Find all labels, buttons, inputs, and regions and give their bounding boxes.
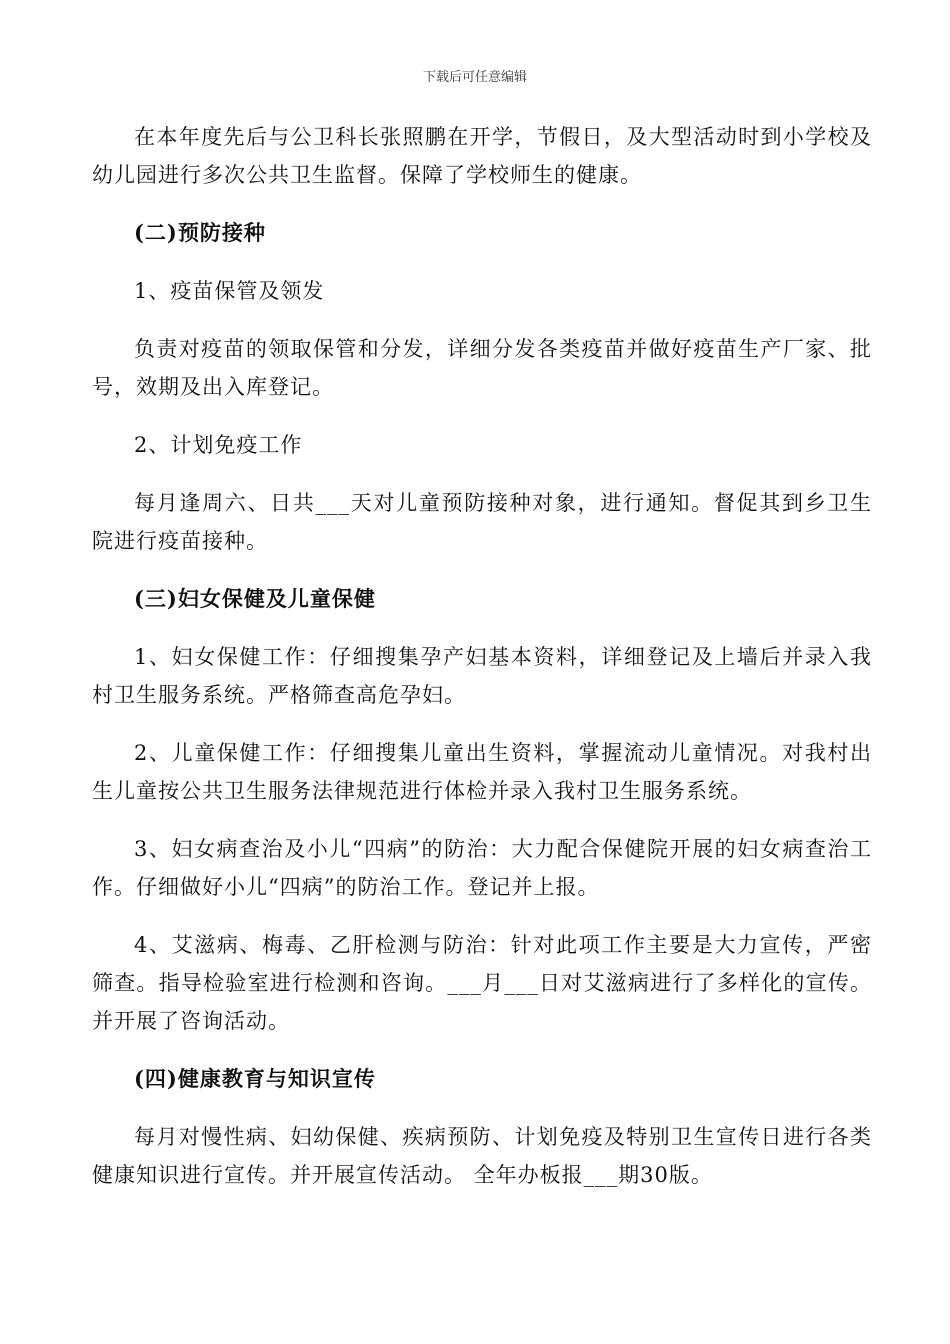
paragraph-child-health: 2、儿童保健工作：仔细搜集儿童出生资料，掌握流动儿童情况。对我村出生儿童按公共卫生服务法律规范进行体检并录入我村卫生服务系统。	[92, 741, 872, 803]
page-header: 下载后可任意编辑	[422, 70, 527, 85]
paragraph-vaccine-distribution: 负责对疫苗的领取保管和分发，详细分发各类疫苗并做好疫苗生产厂家、批号，效期及出入库登记。	[92, 337, 872, 399]
paragraph-disease-screening: 3、妇女病查治及小儿“四病”的防治：大力配合保健院开展的妇女病查治工作。仔细做好小儿“四病”的防治工作。登记并上报。	[92, 837, 872, 899]
document-body	[92, 118, 872, 1214]
subheading-immunization-plan: 2、计划免疫工作	[134, 433, 303, 457]
paragraph-women-health: 1、妇女保健工作：仔细搜集孕产妇基本资料，详细登记及上墙后并录入我村卫生服务系统。严格筛查高危孕妇。	[92, 645, 872, 707]
paragraph-aids-prevention: 4、艾滋病、梅毒、乙肝检测与防治：针对此项工作主要是大力宣传，严密筛查。指导检验室进行检测和咨询。___月___日对艾滋病进行了多样化的宣传。并开展了咨询活动。	[92, 933, 872, 1033]
section-heading-health-education: (四)健康教育与知识宣传	[134, 1066, 376, 1091]
paragraph-school-supervision: 在本年度先后与公卫科长张照鹏在开学，节假日，及大型活动时到小学校及幼儿园进行多次公共卫生监督。保障了学校师生的健康。	[92, 125, 872, 187]
subheading-vaccine-storage: 1、疫苗保管及领发	[134, 279, 325, 303]
paragraph-immunization-notice: 每月逢周六、日共___天对儿童预防接种对象，进行通知。督促其到乡卫生院进行疫苗接种。	[92, 491, 872, 553]
paragraph-health-publicity: 每月对慢性病、妇幼保健、疾病预防、计划免疫及特别卫生宣传日进行各类健康知识进行宣传。并开展宣传活动。 全年办板报___期30版。	[92, 1125, 872, 1187]
section-heading-vaccination: (二)预防接种	[134, 220, 266, 245]
section-heading-women-children-health: (三)妇女保健及儿童保健	[134, 586, 376, 611]
